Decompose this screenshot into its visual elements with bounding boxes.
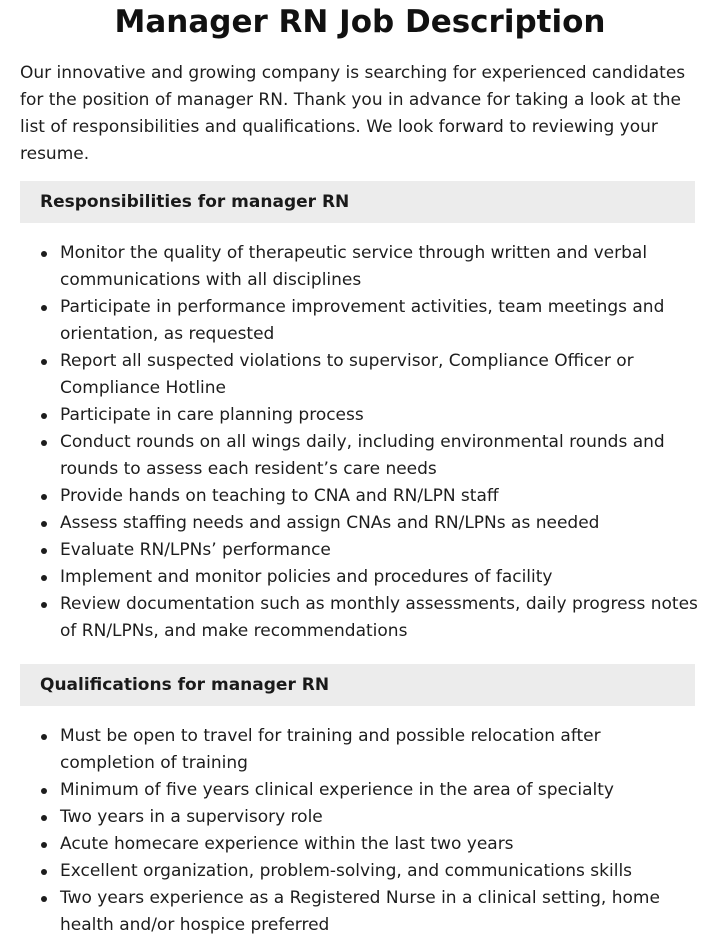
qualification-item: Excellent organization, problem-solving, and communications skills [60,858,700,885]
qualification-item: Two years experience as a Registered Nurse in a clinical setting, home health and/or hospice preferred [60,885,700,939]
responsibility-item: Participate in performance improvement activities, team meetings and orientation, as requested [60,294,700,348]
page-title: Manager RN Job Description [114,4,606,40]
responsibility-item: Report all suspected violations to supervisor, Compliance Officer or Compliance Hotline [60,348,700,402]
responsibility-item: Evaluate RN/LPNs’ performance [60,537,700,564]
qualification-item: Acute homecare experience within the last two years [60,831,700,858]
responsibility-item: Provide hands on teaching to CNA and RN/LPN staff [60,483,700,510]
qualification-item: Two years in a supervisory role [60,804,700,831]
qualifications-list [20,723,700,939]
qualification-item: Minimum of five years clinical experience in the area of specialty [60,777,700,804]
responsibility-item: Assess staffing needs and assign CNAs and RN/LPNs as needed [60,510,700,537]
intro-paragraph: Our innovative and growing company is searching for experienced candidates for the position of manager RN. Thank you in advance for taking a look at the list of responsibilities and qualifications. We look forward to reviewing your resume. [20,63,686,164]
responsibility-item: Conduct rounds on all wings daily, including environmental rounds and rounds to assess each resident’s care needs [60,429,700,483]
responsibility-item: Participate in care planning process [60,402,700,429]
qualifications-heading: Qualifications for manager RN [20,664,695,706]
responsibilities-heading: Responsibilities for manager RN [20,181,695,223]
qualification-item: Must be open to travel for training and possible relocation after completion of training [60,723,700,777]
responsibility-item: Implement and monitor policies and procedures of facility [60,564,700,591]
responsibility-item: Monitor the quality of therapeutic service through written and verbal communications with all disciplines [60,240,700,294]
responsibilities-list [20,240,700,645]
responsibility-item: Review documentation such as monthly assessments, daily progress notes of RN/LPNs, and make recommendations [60,591,700,645]
